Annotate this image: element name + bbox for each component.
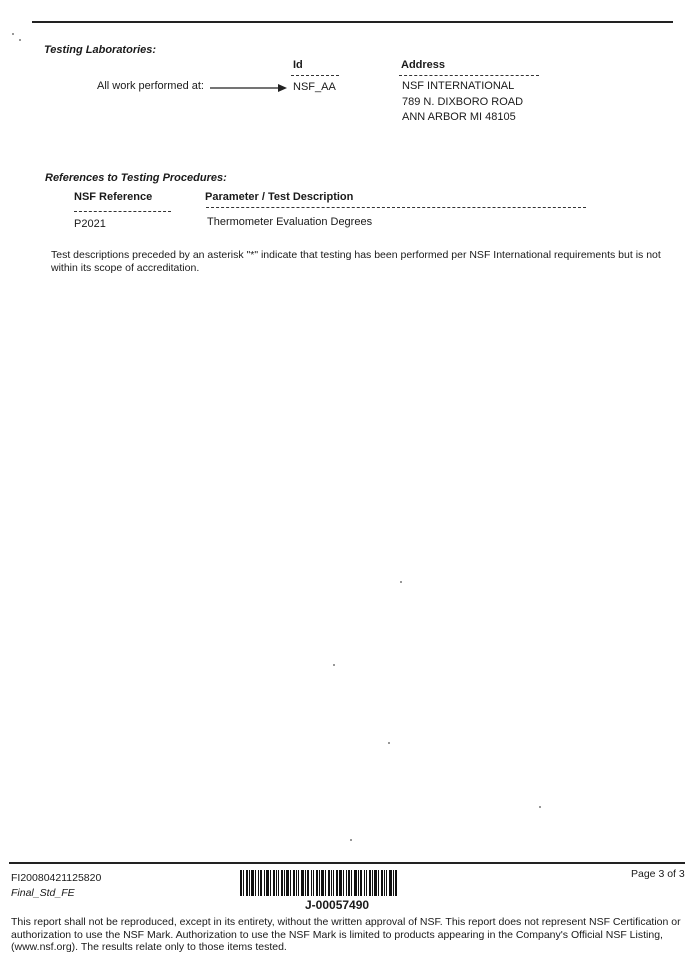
reference-code: P2021: [74, 218, 106, 230]
test-description-header: Parameter / Test Description: [205, 191, 354, 203]
asterisk-note: Test descriptions preceded by an asterisk "*" indicate that testing has been performed per NSF International requirements but is not within its scope of accreditation.: [51, 249, 661, 274]
scan-speck: [19, 39, 21, 41]
barcode: [240, 870, 397, 896]
scan-speck: [388, 742, 390, 744]
template-name: Final_Std_FE: [11, 887, 75, 899]
job-number: J-00057490: [305, 898, 370, 912]
references-title: References to Testing Procedures:: [45, 172, 227, 184]
address-column-header: Address: [401, 59, 446, 71]
scan-speck: [333, 664, 335, 666]
page-number: Page 3 of 3: [631, 868, 685, 880]
footer-rule: [9, 862, 685, 864]
scan-speck: [400, 581, 402, 583]
nsf-reference-underline: [74, 211, 171, 212]
nsf-reference-header: NSF Reference: [74, 191, 153, 203]
address-line-2: 789 N. DIXBORO ROAD: [402, 96, 524, 108]
arrow-right-icon: [210, 82, 288, 94]
testing-labs-title: Testing Laboratories:: [44, 44, 157, 56]
lab-id-value: NSF_AA: [293, 81, 336, 93]
top-rule: [32, 21, 673, 23]
scan-speck: [539, 806, 541, 808]
id-column-header: Id: [293, 59, 303, 71]
test-description-underline: [206, 207, 586, 208]
address-line-3: ANN ARBOR MI 48105: [402, 111, 516, 123]
reference-description: Thermometer Evaluation Degrees: [207, 216, 373, 228]
scan-speck: [12, 33, 14, 35]
scan-speck: [350, 839, 352, 841]
work-performed-label: All work performed at:: [97, 80, 204, 92]
id-header-underline: [291, 75, 339, 76]
address-line-1: NSF INTERNATIONAL: [402, 80, 515, 92]
disclaimer: This report shall not be reproduced, except in its entirety, without the written approval of NSF. This report does not represent NSF Certification or authorization to use the NSF Mark. Authorization to use the NSF Mark is limited to products appearing in the Company's Official NSF Listing, (www.nsf.org). The results relate only to those items tested.: [11, 916, 681, 953]
address-header-underline: [399, 75, 539, 76]
report-id: FI20080421125820: [11, 872, 102, 884]
